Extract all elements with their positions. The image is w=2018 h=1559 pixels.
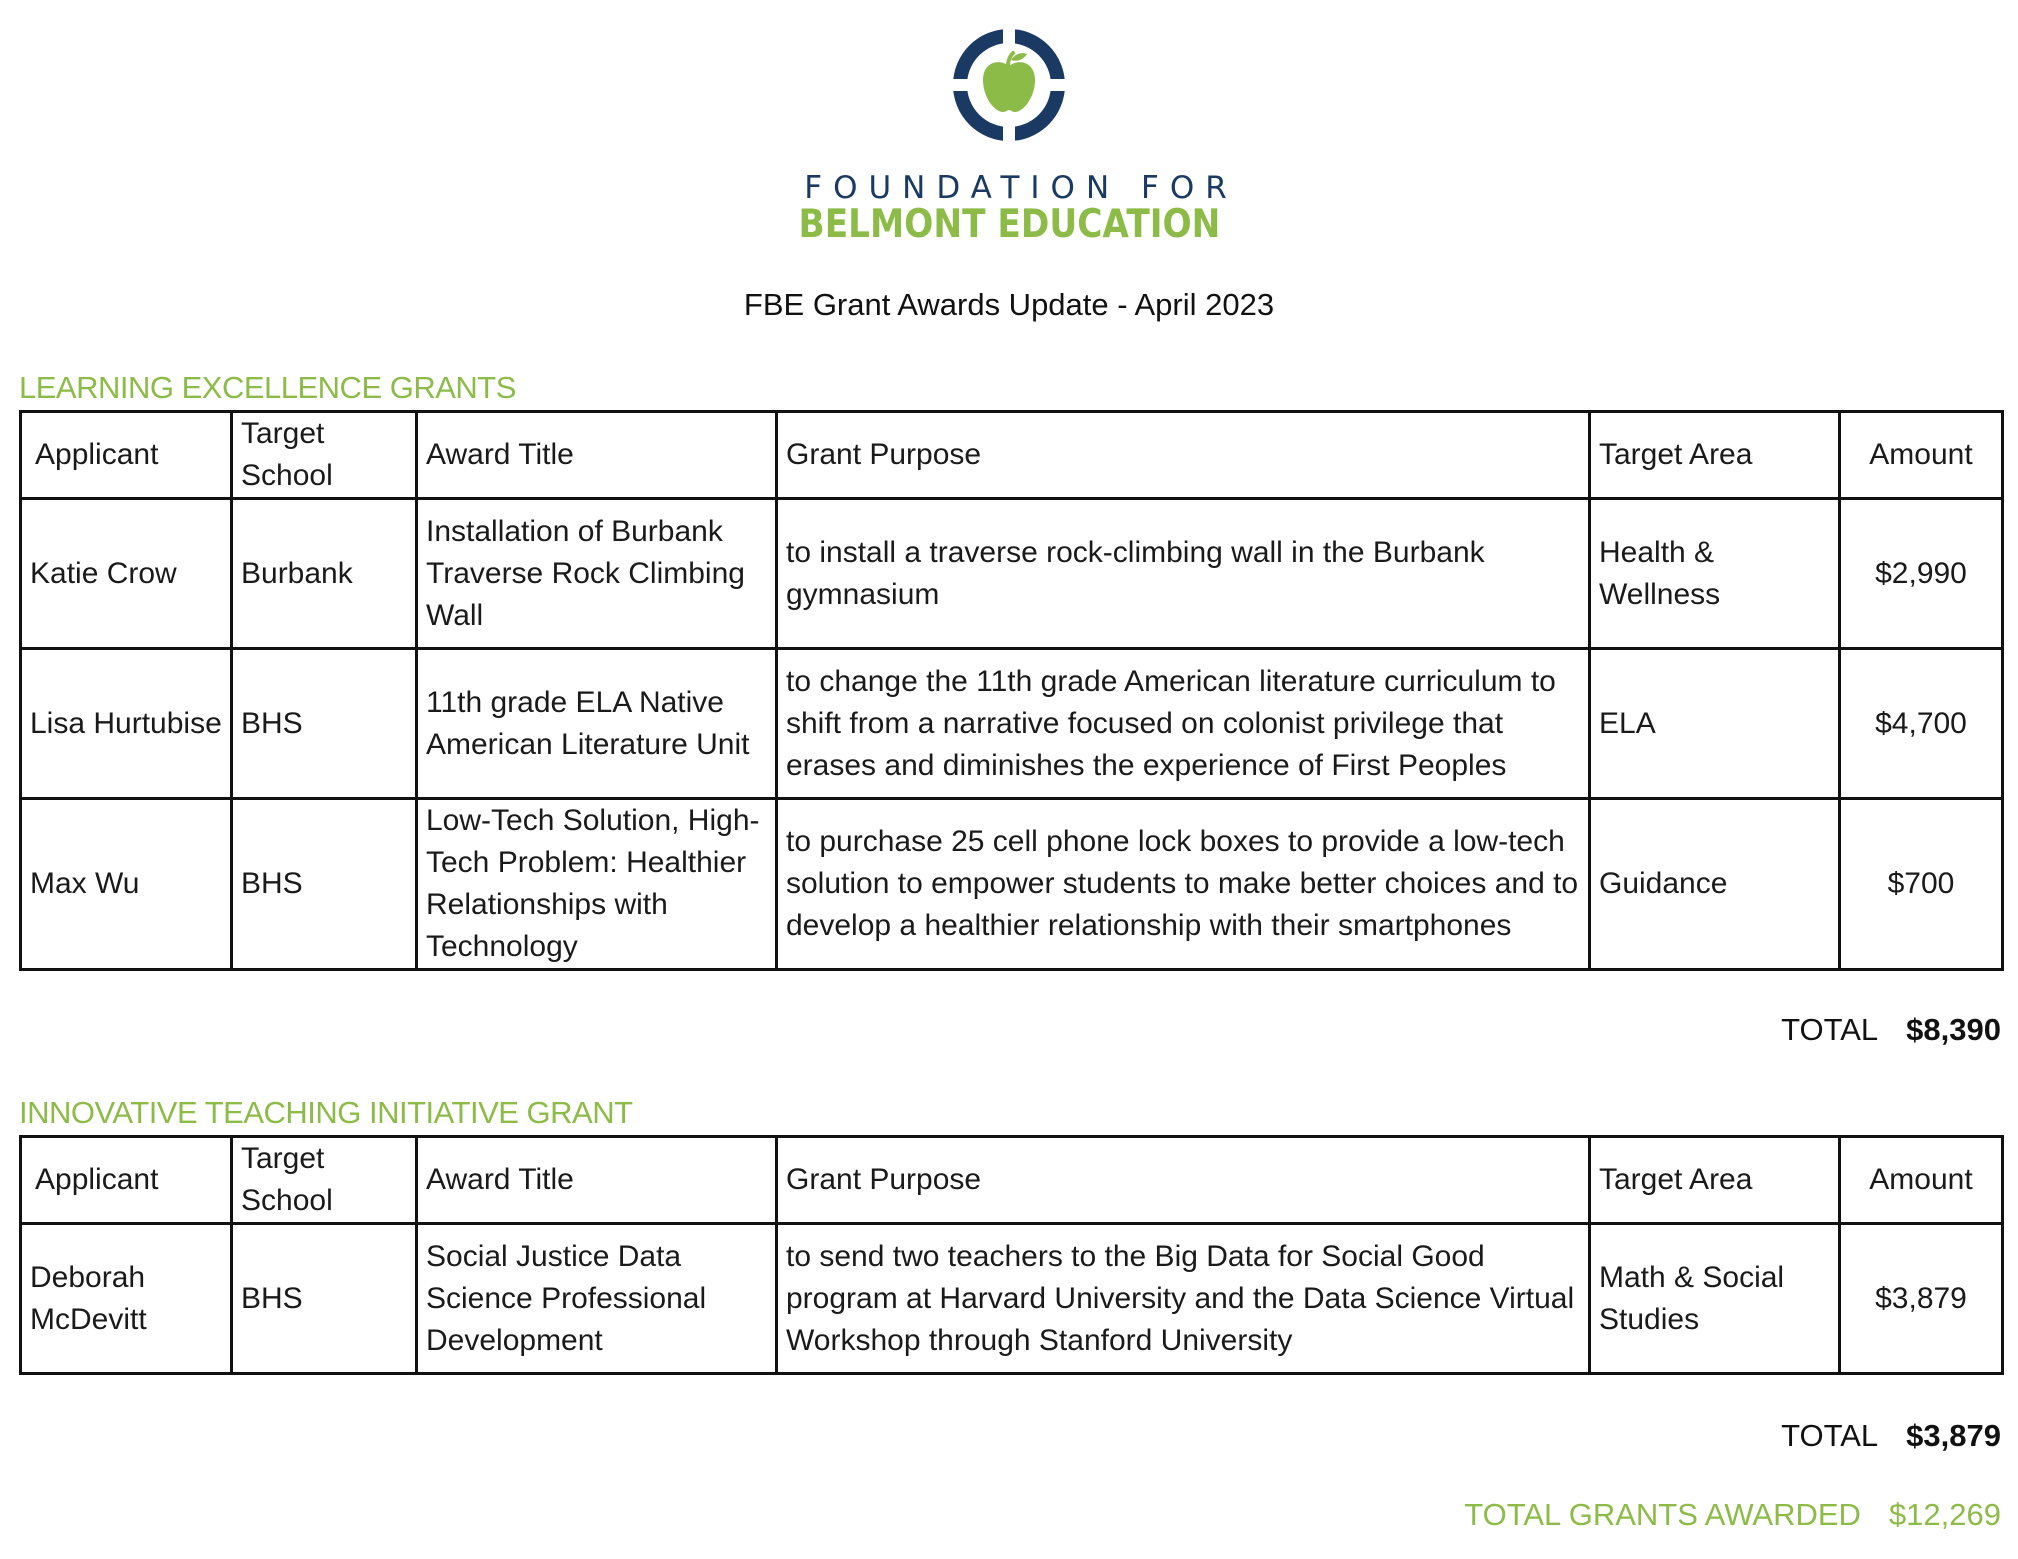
column-header-applicant: Applicant <box>21 412 232 499</box>
innovative-teaching-total <box>1781 1418 2001 1454</box>
total-value: $3,879 <box>1906 1418 2001 1453</box>
purpose-cell: to change the 11th grade American literature curriculum to shift from a narrative focused on colonist privilege that erases and diminishes the experience of First Peoples <box>777 649 1590 799</box>
logo-line-belmont-education: BELMONT EDUCATION <box>798 202 1221 247</box>
table-header-row <box>21 412 2003 499</box>
table-row <box>21 799 2003 970</box>
purpose-cell: to send two teachers to the Big Data for Social Good program at Harvard University and the Data Science Virtual Workshop through Stanford University <box>777 1224 1590 1374</box>
award-title-cell: 11th grade ELA Native American Literature Unit <box>417 649 777 799</box>
table-header-row <box>21 1137 2003 1224</box>
grand-total-value: $12,269 <box>1888 1497 2001 1532</box>
applicant-cell: Max Wu <box>21 799 232 970</box>
column-header-target-area: Target Area <box>1590 412 1840 499</box>
award-title-cell: Installation of Burbank Traverse Rock Climbing Wall <box>417 499 777 649</box>
column-header-grant-purpose: Grant Purpose <box>777 1137 1590 1224</box>
school-cell: BHS <box>232 1224 417 1374</box>
column-header-grant-purpose: Grant Purpose <box>777 412 1590 499</box>
document-title: FBE Grant Awards Update - April 2023 <box>743 287 1275 322</box>
section-heading-learning-excellence: LEARNING EXCELLENCE GRANTS <box>19 370 516 405</box>
school-cell: BHS <box>232 799 417 970</box>
purpose-cell: to install a traverse rock-climbing wall in the Burbank gymnasium <box>777 499 1590 649</box>
area-cell: Health & Wellness <box>1590 499 1840 649</box>
column-header-award-title: Award Title <box>417 1137 777 1224</box>
area-cell: ELA <box>1590 649 1840 799</box>
award-title-cell: Social Justice Data Science Professional Development <box>417 1224 777 1374</box>
applicant-cell: Lisa Hurtubise <box>21 649 232 799</box>
table-row <box>21 499 2003 649</box>
grand-total-label: TOTAL GRANTS AWARDED <box>1464 1497 1861 1532</box>
table-row <box>21 649 2003 799</box>
section-heading-innovative-teaching: INNOVATIVE TEACHING INITIATIVE GRANT <box>19 1095 633 1130</box>
learning-excellence-table <box>19 410 2004 971</box>
school-cell: Burbank <box>232 499 417 649</box>
total-label: TOTAL <box>1781 1012 1879 1047</box>
grand-total <box>1464 1497 2001 1533</box>
column-header-award-title: Award Title <box>417 412 777 499</box>
column-header-amount: Amount <box>1840 1137 2003 1224</box>
apple-target-logo-icon <box>947 16 1071 154</box>
amount-cell: $4,700 <box>1840 649 2003 799</box>
column-header-target-school: Target School <box>232 412 417 499</box>
total-value: $8,390 <box>1906 1012 2001 1047</box>
area-cell: Math & Social Studies <box>1590 1224 1840 1374</box>
column-header-target-area: Target Area <box>1590 1137 1840 1224</box>
area-cell: Guidance <box>1590 799 1840 970</box>
applicant-cell: Deborah McDevitt <box>21 1224 232 1374</box>
amount-cell: $700 <box>1840 799 2003 970</box>
column-header-applicant: Applicant <box>21 1137 232 1224</box>
total-label: TOTAL <box>1781 1418 1879 1453</box>
innovative-teaching-table <box>19 1135 2004 1375</box>
applicant-cell: Katie Crow <box>21 499 232 649</box>
amount-cell: $2,990 <box>1840 499 2003 649</box>
table-row <box>21 1224 2003 1374</box>
learning-excellence-total <box>1781 1012 2001 1048</box>
purpose-cell: to purchase 25 cell phone lock boxes to provide a low-tech solution to empower students to make better choices and to develop a healthier relationship with their smartphones <box>777 799 1590 970</box>
amount-cell: $3,879 <box>1840 1224 2003 1374</box>
award-title-cell: Low-Tech Solution, High-Tech Problem: Healthier Relationships with Technology <box>417 799 777 970</box>
logo-line-foundation-for: FOUNDATION FOR <box>804 170 1238 206</box>
school-cell: BHS <box>232 649 417 799</box>
column-header-amount: Amount <box>1840 412 2003 499</box>
column-header-target-school: Target School <box>232 1137 417 1224</box>
